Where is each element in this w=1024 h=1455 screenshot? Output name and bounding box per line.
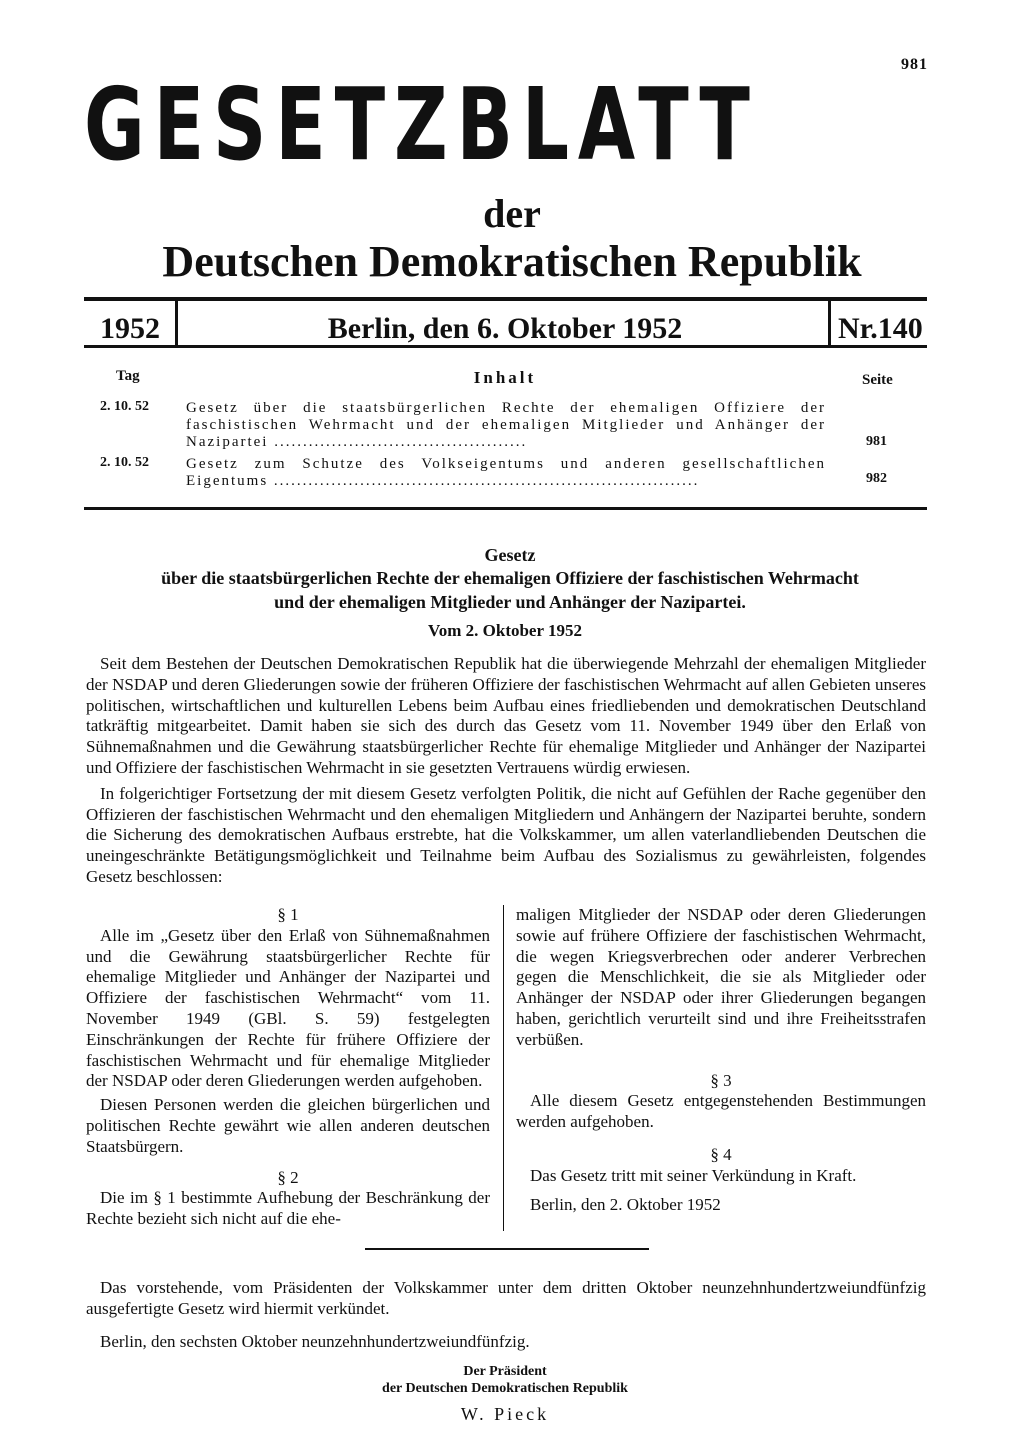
signature-name: W. Pieck bbox=[460, 1404, 550, 1424]
section-4-title: § 4 bbox=[710, 1144, 732, 1164]
law-place-date: Berlin, den 2. Oktober 1952 bbox=[530, 1194, 721, 1214]
toc-entry-text: Gesetz zum Schutze des Volkseigentums und anderen gesellschaftlichen Eigentums .......................................................................... bbox=[186, 456, 826, 489]
toc-entry-date: 2. 10. 52 bbox=[100, 399, 149, 414]
toc-seite-header: Seite bbox=[862, 372, 893, 388]
law-heading-gesetz: Gesetz bbox=[484, 545, 536, 565]
toc-title: Inhalt bbox=[473, 368, 537, 387]
right-column bbox=[516, 905, 926, 1215]
masthead-title: GESETZBLATT bbox=[84, 66, 759, 183]
issue-year: 1952 bbox=[100, 312, 160, 345]
section-1-paragraph-1: Alle im „Gesetz über den Erlaß von Sühnemaßnahmen und die Gewährung staatsbürgerlicher Rechte für ehemalige Mitglieder und Anhänger der Nazipartei und Offiziere der faschistischen Wehrmacht“ vom 11. November 1949 (GBl. S. 59) festgelegten Einschränkungen der Rechte für frühere Offiziere der faschistischen Wehrmacht und für ehemalige Mitglieder der NSDAP oder deren Gliederungen werden aufgehoben. bbox=[86, 925, 490, 1091]
promulgation-text: Das vorstehende, vom Präsidenten der Volkskammer unter dem dritten Oktober neunzehnhundertzweiundfünfzig ausgefertigte Gesetz wird hiermit verkündet. bbox=[86, 1278, 926, 1318]
signature-title-1: Der Präsident bbox=[463, 1364, 547, 1379]
issue-rule-top bbox=[84, 297, 927, 301]
section-2-continuation: maligen Mitglieder der NSDAP oder deren Gliederungen sowie auf frühere Offiziere der faschistischen Wehrmacht, die wegen Kriegsverbrechen oder anderer Verbrechen gegen die Menschlichkeit, die sie als Mitglieder oder Anhänger der NSDAP oder ihrer Gliederungen begangen haben, gerichtlich verurteilt sind und ihre Freiheitsstrafen verbüßen. bbox=[516, 905, 926, 1049]
section-3-paragraph-1: Alle diesem Gesetz entgegenstehenden Bestimmungen werden aufgehoben. bbox=[516, 1091, 926, 1132]
issue-divider-right bbox=[828, 301, 831, 345]
section-4-paragraph-1: Das Gesetz tritt mit seiner Verkündung in Kraft. bbox=[530, 1165, 857, 1185]
law-heading-line2: und der ehemaligen Mitglieder und Anhänger der Nazipartei. bbox=[274, 592, 746, 612]
section-1-title: § 1 bbox=[277, 905, 299, 924]
issue-number: Nr.140 bbox=[838, 312, 923, 345]
signature-title-2: der Deutschen Demokratischen Republik bbox=[382, 1381, 628, 1396]
section-3-title: § 3 bbox=[710, 1070, 732, 1090]
toc-entry-page: 981 bbox=[866, 434, 887, 449]
page-number: 981 bbox=[901, 56, 928, 73]
law-date: Vom 2. Oktober 1952 bbox=[428, 621, 582, 640]
section-1-paragraph-2: Diesen Personen werden die gleichen bürgerlichen und politischen Rechte gewährt wie allen anderen deutschen Staatsbürgern. bbox=[86, 1095, 490, 1156]
toc-tag-header: Tag bbox=[116, 368, 140, 384]
section-2-title: § 2 bbox=[277, 1167, 299, 1187]
toc-entry-date: 2. 10. 52 bbox=[100, 455, 149, 470]
toc-entry-page: 982 bbox=[866, 471, 887, 486]
issue-divider-left bbox=[175, 301, 178, 345]
preamble-paragraph-2: In folgerichtiger Fortsetzung der mit diesem Gesetz verfolgten Politik, die nicht auf Gefühlen der Rache gegenüber den Offizieren der faschistischen Wehrmacht und den ehemaligen Mitgliedern und Anhängern der Nazipartei beruhte, sondern die Sicherung des demokratischen Aufbaus erstrebte, hat die Volkskammer, um allen vaterlandliebenden Deutschen die uneingeschränkte Betätigungsmöglichkeit und Teilnahme beim Aufbau des Sozialismus zu gewährleisten, folgendes Gesetz beschlossen: bbox=[86, 783, 926, 886]
law-heading-line1: über die staatsbürgerlichen Rechte der ehemaligen Offiziere der faschistischen Wehrmacht bbox=[161, 568, 859, 588]
promulgation bbox=[86, 1277, 926, 1352]
masthead-republik: Deutschen Demokratischen Republik bbox=[162, 237, 862, 286]
preamble bbox=[86, 654, 926, 888]
promulgation-place-date: Berlin, den sechsten Oktober neunzehnhundertzweiundfünfzig. bbox=[100, 1332, 530, 1351]
preamble-paragraph-1: Seit dem Bestehen der Deutschen Demokratischen Republik hat die überwiegende Mehrzahl der ehemaligen Mitglieder der NSDAP und deren Gliederungen sowie der früheren Offiziere der faschistischen Wehrmacht auf allen Gebieten unseres politischen, wirtschaftlichen und kulturellen Lebens beim Aufbau eines friedliebenden und demokratischen Deutschland tatkräftig mitgearbeitet. Damit haben sie sich des durch das Gesetz vom 11. November 1949 über den Erlaß von Sühnemaßnahmen und die Gewährung staatsbürgerlicher Rechte für ehemalige Mitglieder und Anhänger der Nazipartei und Offiziere der faschistischen Wehrmacht in sie gesetzten Vertrauens würdig erwiesen. bbox=[86, 654, 926, 777]
issue-place-date: Berlin, den 6. Oktober 1952 bbox=[327, 312, 683, 345]
toc-entry-text: Gesetz über die staatsbürgerlichen Rechte der ehemaligen Offiziere der faschistischen Wehrmacht und der ehemaligen Mitglieder und Anhänger der Nazipartei ............................................ bbox=[186, 400, 826, 450]
column-divider bbox=[503, 905, 504, 1231]
left-column bbox=[86, 905, 490, 1230]
toc-rule bbox=[84, 507, 927, 510]
section-2-paragraph-1: Die im § 1 bestimmte Aufhebung der Beschränkung der Rechte bezieht sich nicht auf die ehe- bbox=[86, 1188, 490, 1229]
issue-rule-bottom bbox=[84, 345, 927, 348]
masthead-der: der bbox=[483, 191, 541, 236]
separator-rule bbox=[365, 1248, 649, 1250]
